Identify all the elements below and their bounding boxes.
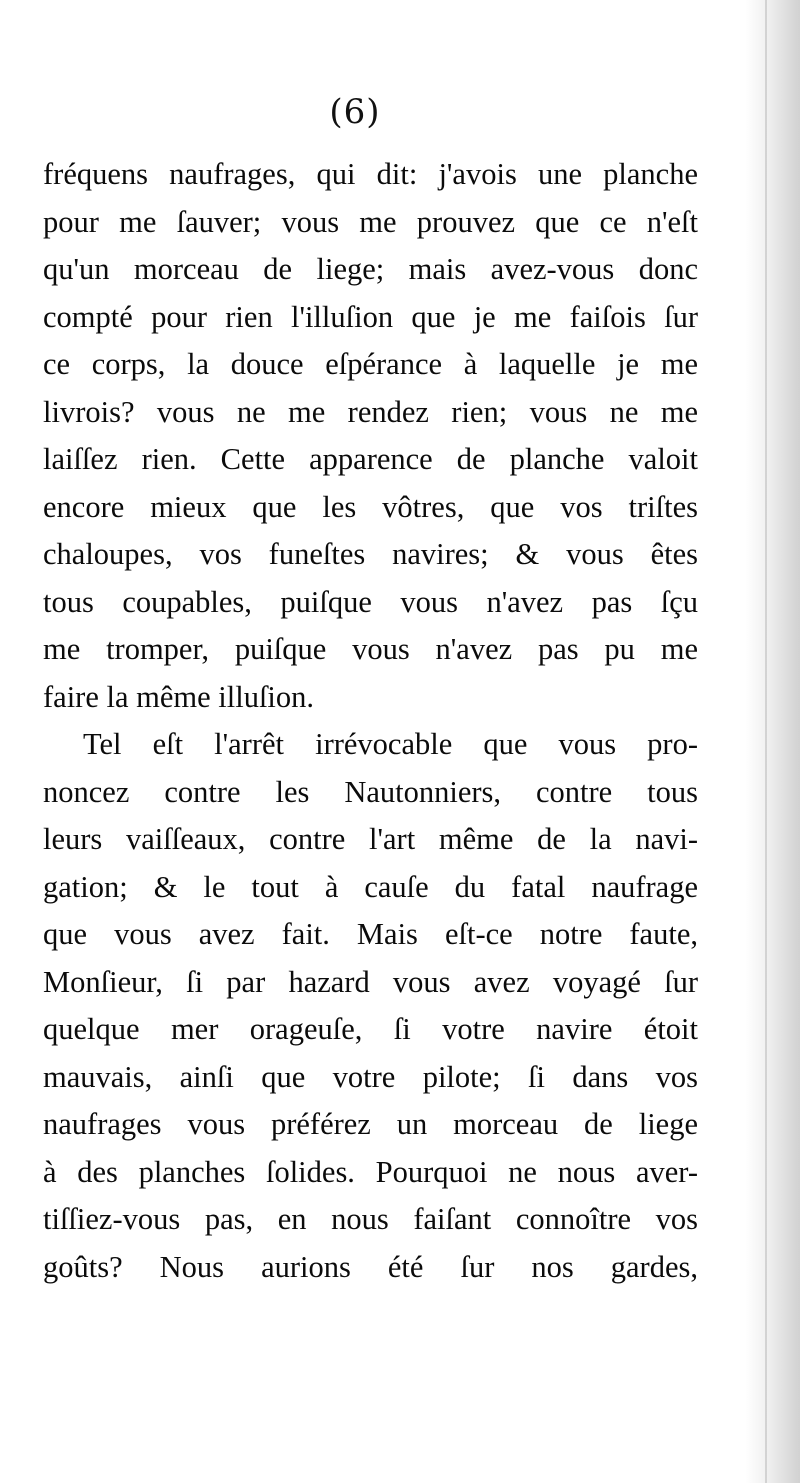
text-line: pour me ſauver; vous me prouvez que ce n'eſt (43, 204, 698, 239)
text-line: naufrages vous préférez un morceau de liege (43, 1107, 698, 1141)
text-line: livrois? vous ne me rendez rien; vous ne me (43, 394, 698, 429)
text-line: Monſieur, ſi par hazard vous avez voyagé ſur (43, 964, 698, 999)
text-line: me tromper, puiſque vous n'avez pas pu me (43, 632, 698, 666)
text-line: faire la même illuſion. (43, 679, 315, 714)
text-line: chaloupes, vos funeſtes navires; & vous êtes (43, 537, 698, 571)
text-line: tous coupables, puiſque vous n'avez pas ſçu (43, 584, 698, 619)
text-line: laiſſez rien. Cette apparence de planche valoit (43, 442, 698, 476)
text-line: que vous avez fait. Mais eſt-ce notre faute, (43, 917, 698, 951)
page-edge-shadow (745, 0, 800, 1483)
page-edge-line (765, 0, 767, 1483)
text-line: à des planches ſolides. Pourquoi ne nous aver- (43, 1154, 698, 1189)
text-line: goûts? Nous aurions été ſur nos gardes, (43, 1249, 698, 1284)
text-line: leurs vaiſſeaux, contre l'art même de la navi- (43, 822, 698, 856)
text-line: compté pour rien l'illuſion que je me faiſois ſur (43, 299, 698, 334)
text-line: gation; & le tout à cauſe du fatal naufrage (43, 869, 698, 904)
paragraph-first-line: Tel eſt l'arrêt irrévocable que vous pro- (83, 727, 698, 761)
text-line: mauvais, ainſi que votre pilote; ſi dans vos (43, 1059, 698, 1094)
page-number: (6) (329, 92, 381, 132)
text-line: encore mieux que les vôtres, que vos triſtes (43, 489, 698, 524)
body-text (43, 151, 698, 1291)
text-line: tiſſiez-vous pas, en nous faiſant connoître vos (43, 1202, 698, 1236)
text-line: quelque mer orageuſe, ſi votre navire étoit (43, 1012, 698, 1046)
text-line: qu'un morceau de liege; mais avez-vous donc (43, 252, 698, 286)
text-line: fréquens naufrages, qui dit: j'avois une planche (43, 157, 698, 191)
text-line: ce corps, la douce eſpérance à laquelle je me (43, 347, 698, 381)
text-line: noncez contre les Nautonniers, contre tous (43, 774, 698, 809)
